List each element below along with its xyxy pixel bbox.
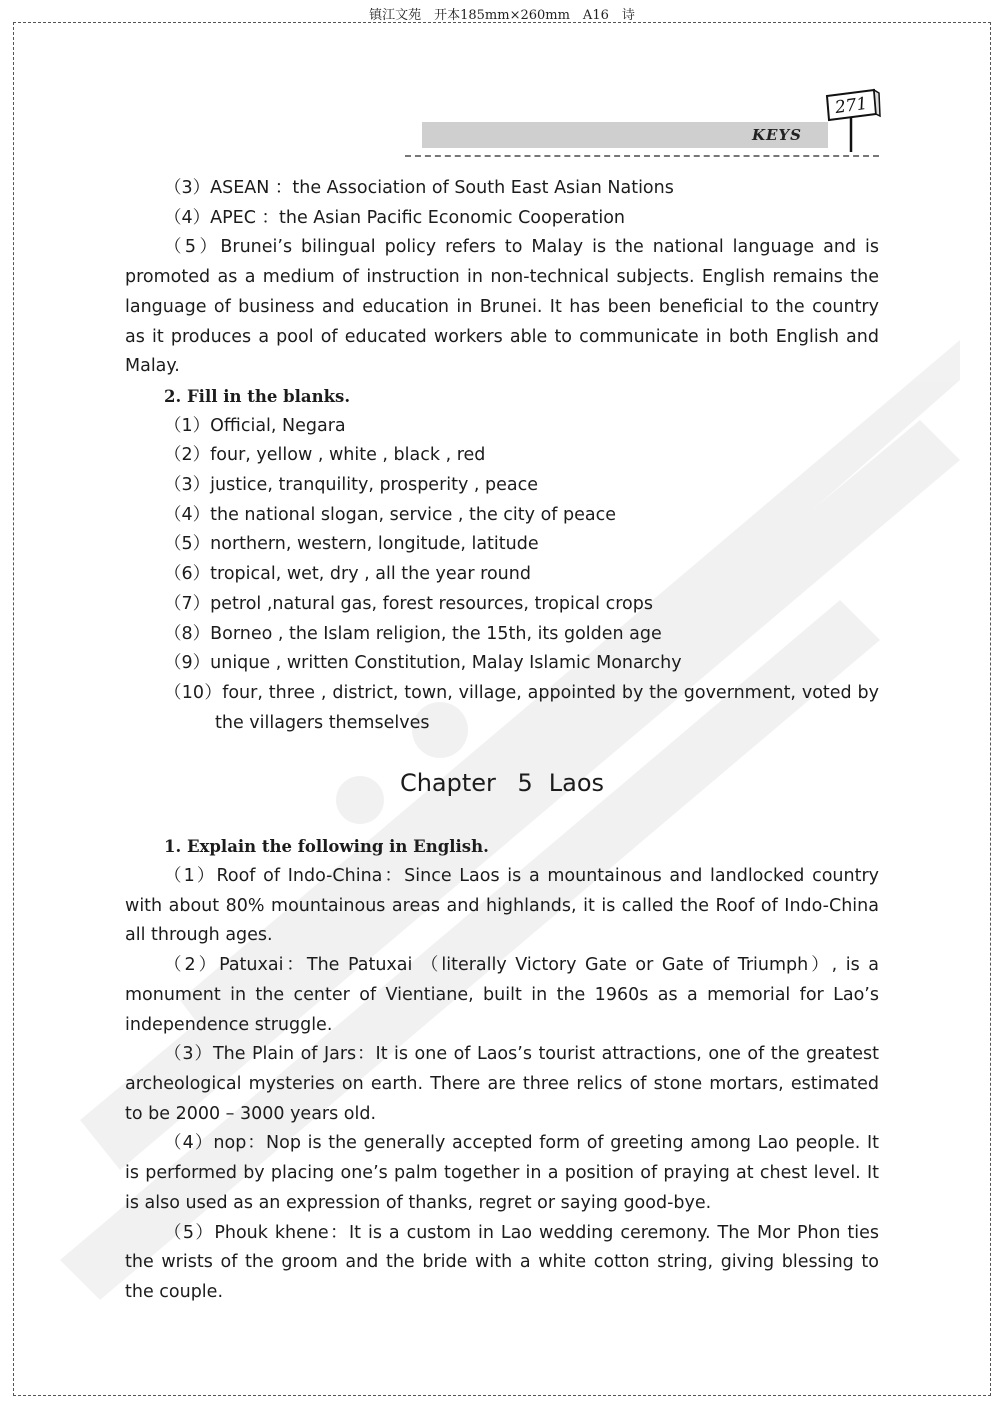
item-term: Roof of Indo-China：: [216, 866, 405, 887]
item-number: （2）: [164, 445, 211, 466]
blank-answer: [125, 679, 879, 738]
blank-answer: [125, 649, 879, 679]
item-text: ASEAN ：the Association of South East Asian Nations: [210, 178, 674, 198]
item-number: （1）: [164, 866, 217, 887]
explain-item: [125, 862, 879, 951]
item-text: Since Laos is a mountainous and landlocked country with about 80% mountainous areas and highlands, it is called the Roof of Indo-China all through ages.: [125, 866, 880, 946]
blank-answer: [125, 501, 879, 531]
header-keys-label: KEYS: [752, 126, 803, 144]
header-divider: [405, 155, 879, 157]
fill-blanks-heading: 2. Fill in the blanks.: [164, 386, 351, 406]
answer-item: [125, 174, 879, 204]
item-text: Nop is the generally accepted form of greeting among Lao people. It is performed by placing one’s palm together in a position of praying at chest level. It is also used as an expression of thanks, regret or saying good-bye.: [125, 1133, 879, 1213]
item-text: unique , written Constitution, Malay Islamic Monarchy: [210, 653, 682, 674]
explain-item: [125, 951, 879, 1040]
item-text: The Patuxai （literally Victory Gate or Gate of Triumph）, is a monument in the center of Vientiane, built in the 1960s as a memorial for Lao’s independence struggle.: [125, 955, 880, 1035]
item-number: （8）: [164, 623, 211, 644]
explain-heading: 1. Explain the following in English.: [164, 837, 489, 857]
item-text: petrol ,natural gas, forest resources, tropical crops: [210, 593, 653, 614]
item-number: （3）: [164, 178, 211, 198]
blank-answer: [125, 441, 879, 471]
blank-answer: [125, 590, 879, 620]
item-number: （5）: [164, 534, 211, 555]
item-text: northern, western, longitude, latitude: [210, 534, 539, 555]
item-number: （4）: [164, 207, 211, 228]
blank-answer: [125, 560, 879, 590]
item-number: （5）: [164, 1222, 215, 1243]
item-term: nop：: [213, 1133, 267, 1154]
item-term: The Plain of Jars：: [212, 1044, 376, 1065]
item-number: （3）: [164, 475, 211, 496]
blank-answer: [125, 412, 879, 442]
item-text: It is one of Laos’s tourist attractions, one of the greatest archeological mysteries on earth. There are three relics of stone mortars, estimated to be 2000 – 3000 years old.: [125, 1044, 879, 1124]
item-number: （7）: [164, 593, 211, 614]
blank-answer: [125, 471, 879, 501]
item-text: four, yellow , white , black , red: [210, 445, 486, 466]
item-number: （4）: [164, 504, 211, 525]
item-text: Official, Negara: [210, 415, 346, 436]
print-info: 镇江文苑 开本185mm×260mm A16 诗: [369, 8, 635, 23]
item-number: （10）: [164, 682, 223, 703]
item-text: tropical, wet, dry , all the year round: [210, 564, 531, 585]
item-term: Patuxai：: [219, 955, 307, 976]
item-number: （1）: [164, 415, 211, 436]
item-number: （6）: [164, 564, 211, 585]
chapter-label: Chapter 5: [399, 769, 533, 798]
explain-item: [125, 1129, 879, 1218]
blank-answer: [125, 620, 879, 650]
chapter-title: [125, 768, 879, 798]
item-text: Brunei’s bilingual policy refers to Malay is the national language and is promoted as a medium of instruction in non-technical subjects. English remains the language of business and education in Brunei. It has been beneficial to the country as it produces a pool of educated workers able to communicate in both English and Malay.: [125, 237, 880, 377]
item-text: It is a custom in Lao wedding ceremony. The Mor Phon ties the wrists of the groom and the bride with a white cotton string, giving blessing to the couple.: [125, 1222, 879, 1302]
item-text: APEC ：the Asian Pacific Economic Cooperation: [210, 207, 626, 228]
chapter-name: Laos: [548, 769, 605, 798]
item-term: Phouk khene：: [214, 1222, 349, 1243]
item-text: the national slogan, service , the city of peace: [210, 504, 616, 525]
item-number: （3）: [164, 1044, 213, 1065]
explain-item: [125, 1219, 879, 1308]
answer-item: [125, 204, 879, 234]
page-content: [125, 174, 879, 1308]
page-number: 271: [833, 93, 869, 119]
explain-item: [125, 1040, 879, 1129]
item-number: （9）: [164, 653, 211, 674]
item-number: （5）: [164, 237, 221, 258]
item-text: four, three , district, town, village, appointed by the government, voted by the villagers themselves: [215, 682, 879, 733]
answer-item: [125, 233, 879, 382]
item-number: （2）: [164, 955, 220, 976]
item-text: justice, tranquility, prosperity , peace: [210, 475, 539, 496]
item-number: （4）: [164, 1133, 214, 1154]
item-text: Borneo , the Islam religion, the 15th, its golden age: [210, 623, 662, 644]
blank-answer: [125, 530, 879, 560]
